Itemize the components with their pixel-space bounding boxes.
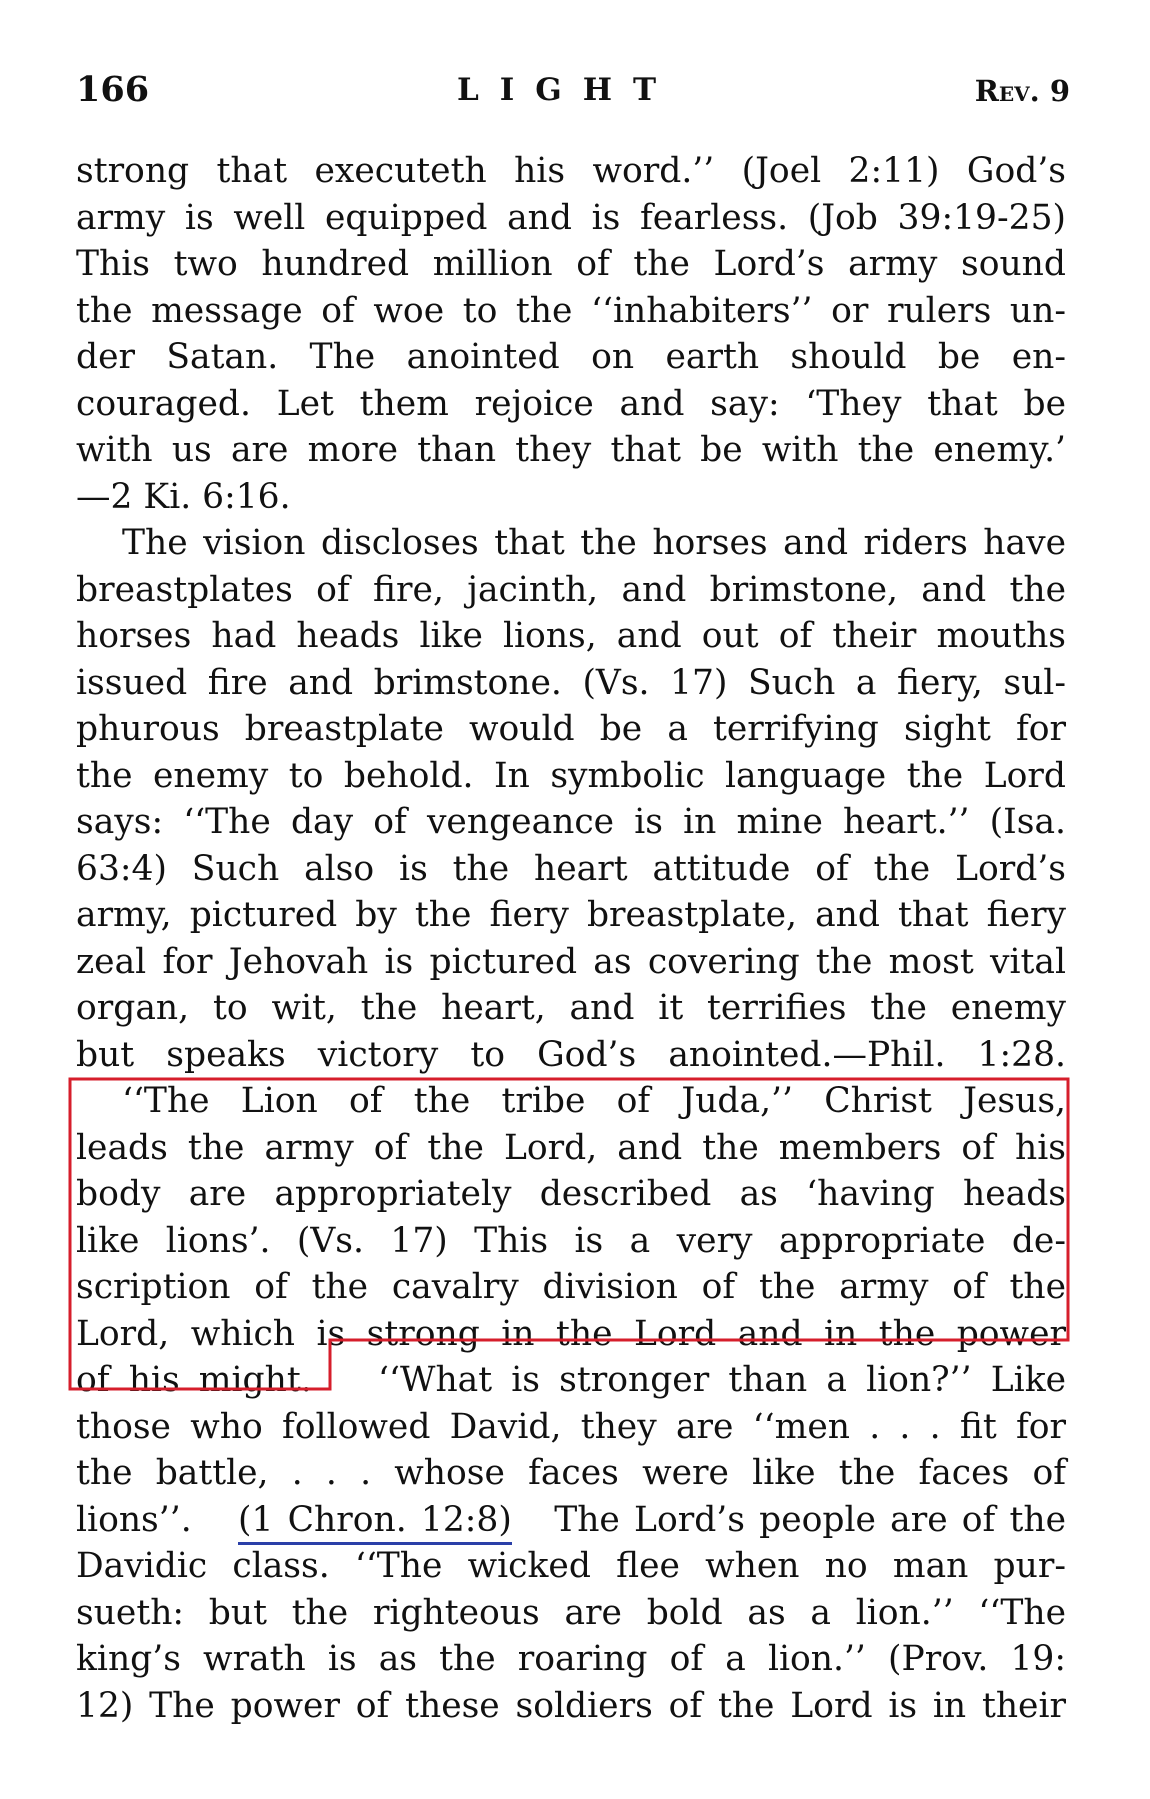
text-line-start: lions’’. [76,1499,192,1540]
text-line: der Satan. The anointed on earth should be en- [76,337,1066,377]
text-line: the enemy to behold. In symbolic language the Lord [76,755,1066,796]
text-line: scription of the cavalry division of the army of the [76,1267,1066,1307]
running-title: LIGHT [457,72,678,108]
text-line-tail: The Lord’s people are of the [554,1499,1067,1540]
text-line: sueth: but the righteous are bold as a lion.’’ ‘‘The [76,1592,1066,1633]
text-line-tail: ‘‘What is stronger than a lion?’’ Like [378,1360,1067,1400]
paragraph-start-line: ‘‘The Lion of the tribe of Juda,’’ Christ Jesus, [122,1081,1066,1121]
highlighted-text-end: of his might. [76,1360,312,1400]
text-line: 63:4) Such also is the heart attitude of the Lord’s [76,848,1066,889]
text-line: strong that executeth his word.’’ (Joel 2:11) God’s [76,151,1066,191]
text-line: body are appropriately described as ‘having heads [76,1174,1066,1214]
text-line: couraged. Let them rejoice and say: ‘They that be [76,383,1066,424]
chapter-reference: Rev. 9 [974,74,1070,108]
text-line: army, pictured by the fiery breastplate, and that fiery [76,895,1066,935]
text-line: king’s wrath is as the roaring of a lion.’’ (Prov. 19: [76,1639,1066,1679]
text-line: organ, to wit, the heart, and it terrifies the enemy [76,988,1066,1028]
body-text [76,148,1066,1729]
page-header [76,70,1070,120]
underlined-reference: (1 Chron. 12:8) [238,1500,512,1545]
text-line: leads the army of the Lord, and the members of his [76,1127,1066,1168]
text-line [76,1357,1066,1404]
text-line: with us are more than they that be with the enemy.’ [76,430,1066,470]
paragraph-start-line: The vision discloses that the horses and riders have [122,523,1066,563]
text-line: issued fire and brimstone. (Vs. 17) Such a fiery, sul- [76,662,1066,703]
text-line: 12) The power of these soldiers of the Lord is in their [76,1685,1066,1726]
text-line: the battle, . . . whose faces were like the faces of [76,1453,1066,1493]
text-line: This two hundred million of the Lord’s army sound [76,244,1066,284]
text-line: says: ‘‘The day of vengeance is in mine heart.’’ (Isa. [76,802,1066,842]
text-line: but speaks victory to God’s anointed.—Phil. 1:28. [76,1034,1066,1075]
text-line: like lions’. (Vs. 17) This is a very appropriate de- [76,1220,1066,1261]
text-line: horses had heads like lions, and out of their mouths [76,616,1066,656]
text-line: Davidic class. ‘‘The wicked flee when no man pur- [76,1546,1066,1586]
text-line: breastplates of fire, jacinth, and brimstone, and the [76,569,1066,610]
text-line: the message of woe to the ‘‘inhabiters’’ or rulers un- [76,290,1066,331]
text-line [76,1497,1066,1544]
text-line: those who followed David, they are ‘‘men . . . fit for [76,1406,1066,1447]
text-line: Lord, which is strong in the Lord and in the power [76,1313,1066,1354]
text-line: phurous breastplate would be a terrifying sight for [76,709,1066,749]
text-line: army is well equipped and is fearless. (Job 39:19-25) [76,197,1066,238]
page-number: 166 [76,69,150,110]
text-line: —2 Ki. 6:16. [76,476,291,517]
text-line: zeal for Jehovah is pictured as covering the most vital [76,941,1066,982]
